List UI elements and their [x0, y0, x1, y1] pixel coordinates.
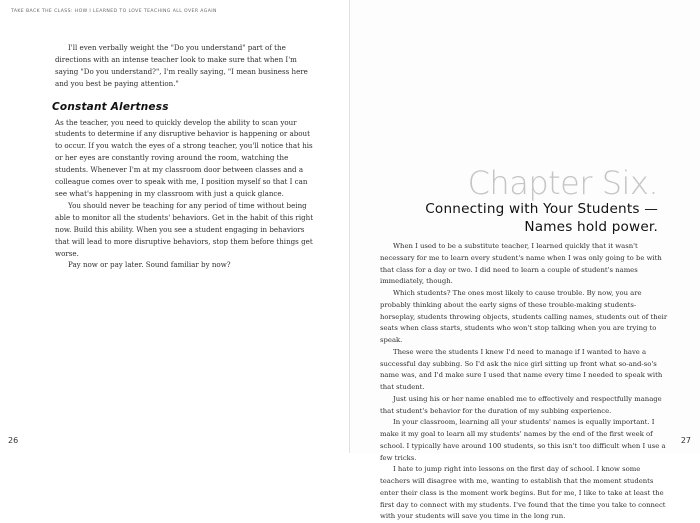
right-page-body	[380, 241, 668, 523]
intro-paragraph: I'll even verbally weight the "Do you understand" part of the directions with an intense teacher look to make sure that when I'm saying "Do you understand?", I'm really saying, "I mean business here and you best be paying attention."	[55, 43, 308, 88]
body-paragraph: I hate to jump right into lessons on the first day of school. I know some teachers will disagree with me, wanting to establish that the moment students enter their class is the moment work begins. But for me, I like to take at least the first day to connect with my students. I've found that the time you take to connect with your students will save you time in the long run.	[380, 465, 666, 521]
chapter-title	[358, 201, 658, 236]
left-page-body	[52, 42, 317, 271]
left-page	[0, 0, 350, 453]
body-paragraph: In your classroom, learning all your students' names is equally important. I make it my goal to learn all my students' names by the end of the first week of school. I typically have around 100 students, so this isn't too difficult when I use a few tricks.	[380, 418, 666, 462]
section-heading: Constant Alertness	[52, 100, 169, 113]
body-paragraph: These were the students I knew I'd need to manage if I wanted to have a successful day subbing. So I'd ask the nice girl sitting up front what so-and-so's name was, and I'd make sure I used that name every time I needed to speak with that student.	[380, 347, 663, 391]
tagline: Pay now or pay later. Sound familiar by now?	[68, 260, 231, 270]
right-page	[350, 0, 700, 521]
chapter-title-line: Connecting with Your Students —	[425, 201, 658, 217]
running-head: TAKE BACK THE CLASS: HOW I LEARNED TO LOVE TEACHING ALL OVER AGAIN	[11, 9, 217, 14]
body-paragraph: Just using his or her name enabled me to effectively and respectfully manage that student's behavior for the duration of my subbing experience.	[380, 394, 662, 415]
chapter-title-line: Names hold power.	[524, 218, 658, 235]
body-paragraph: When I used to be a substitute teacher, I learned quickly that it wasn't necessary for me to learn every student's name when I was only going to be with that class for a day or two. I did need to learn a couple of student's names immediately, though.	[380, 242, 662, 286]
chapter-number: Chapter Six.	[467, 164, 658, 202]
body-paragraph: You should never be teaching for any period of time without being able to monitor all the students' behaviors. Get in the habit of this right now. Build this ability. When you see a student engaging in behaviors that will lead to more disruptive behaviors, stop them before things get worse.	[55, 200, 314, 258]
page-number-right: 27	[680, 436, 691, 445]
body-paragraph: Which students? The ones most likely to cause trouble. By now, you are probably thinking about the early signs of these trouble-making students- horseplay, students throwing objects, students calling names, students out of their seats when class starts, students who won't stop talking when you are trying to speak.	[380, 289, 668, 344]
body-paragraph: As the teacher, you need to quickly develop the ability to scan your students to determine if any disruptive behavior is happening or about to occur. If you watch the eyes of a strong teacher, you'll notice that his or her eyes are constantly roving around the room, watching the students. Whenever I'm at my classroom door between classes and a colleague comes over to speak with me, I position myself so that I can see what's happening in my classroom with just a quick glance.	[55, 117, 313, 198]
page-number-left: 26	[8, 436, 19, 445]
